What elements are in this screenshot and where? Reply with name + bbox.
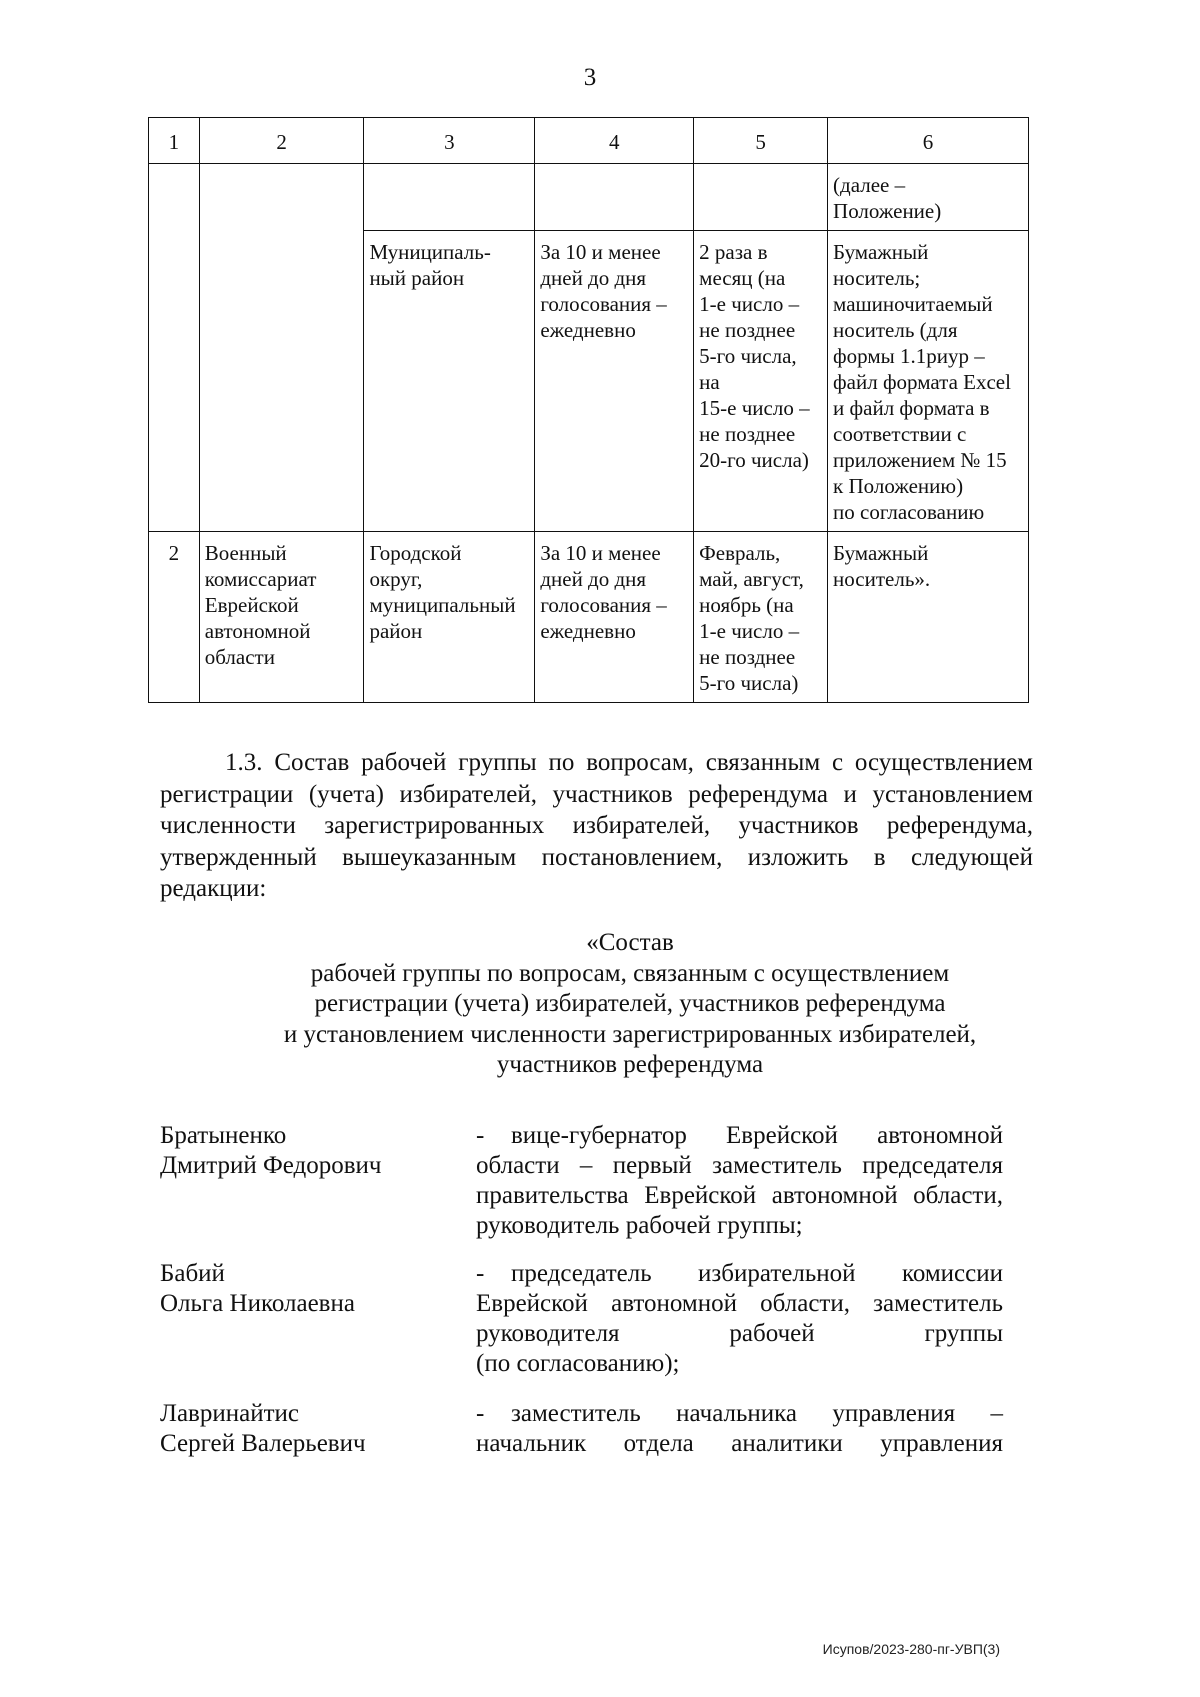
- member-dash: -: [476, 1122, 485, 1149]
- member-name: [160, 1121, 381, 1181]
- paragraph-line: численности зарегистрированных избирателей, участников референдума,: [160, 812, 1033, 839]
- member-given-name: Дмитрий Федорович: [160, 1152, 382, 1179]
- table-cell: [149, 164, 200, 532]
- member-role: [476, 1121, 1003, 1241]
- cell-text: не позднее: [699, 318, 796, 342]
- cell-text: муниципальный: [369, 593, 516, 617]
- table-cell: [694, 231, 828, 532]
- table-cell: [535, 164, 694, 231]
- role-line: руководитель рабочей группы;: [476, 1212, 803, 1239]
- column-header-1: 1: [149, 118, 200, 164]
- role-line: заместитель начальника управления –: [511, 1400, 1003, 1427]
- column-header-3: 3: [364, 118, 535, 164]
- cell-text: май, август,: [699, 567, 804, 591]
- member-surname: Братыненко: [160, 1122, 287, 1149]
- cell-text: ноябрь (на: [699, 593, 794, 617]
- table-cell: [694, 532, 828, 703]
- composition-title-line: рабочей группы по вопросам, связанным с осуществлением: [310, 959, 950, 987]
- reporting-table: [148, 117, 1029, 703]
- table-cell: 2: [149, 532, 200, 703]
- cell-text: ежедневно: [540, 318, 636, 342]
- cell-text: 20-го числа): [699, 448, 809, 472]
- cell-text: Бумажный: [833, 240, 929, 264]
- table-cell: [828, 231, 1029, 532]
- paragraph-line: 1.3. Состав рабочей группы по вопросам, связанным с осуществлением: [225, 749, 1033, 776]
- cell-text: носитель;: [833, 266, 921, 290]
- cell-text: приложением № 15: [833, 448, 1007, 472]
- cell-text: автономной: [204, 619, 311, 643]
- member-given-name: Сергей Валерьевич: [160, 1430, 366, 1457]
- cell-text: 5-го числа,: [699, 344, 797, 368]
- cell-text: ный район: [369, 266, 465, 290]
- page-number: 3: [583, 64, 597, 91]
- role-line: председатель избирательной комиссии: [511, 1260, 1003, 1287]
- paragraph-line: редакции:: [160, 875, 267, 902]
- cell-text: 15-е число –: [699, 396, 810, 420]
- cell-text: комиссариат: [204, 567, 317, 591]
- cell-text: не позднее: [699, 422, 796, 446]
- document-code: Исупов/2023-280-пг-УВП(3): [822, 1641, 1000, 1657]
- composition-title-line: регистрации (учета) избирателей, участников референдума: [314, 990, 946, 1017]
- cell-text: Городской: [369, 541, 462, 565]
- cell-text: дней до дня: [540, 266, 647, 290]
- paragraph-line: утвержденный вышеуказанным постановлением, изложить в следующей: [160, 843, 1033, 871]
- member-name: [160, 1399, 366, 1459]
- table-cell: [364, 164, 535, 231]
- table-cell: [199, 532, 364, 703]
- cell-text: формы 1.1риур –: [833, 344, 985, 368]
- member-role: [476, 1399, 1003, 1459]
- cell-text: 5-го числа): [699, 671, 799, 695]
- composition-title-line: участников референдума: [496, 1051, 764, 1078]
- cell-text: Февраль,: [699, 541, 781, 565]
- cell-text: (далее –: [833, 173, 906, 197]
- table-cell: [694, 164, 828, 231]
- cell-text: к Положению): [833, 474, 964, 498]
- cell-text: дней до дня: [540, 567, 647, 591]
- cell-text: округ,: [369, 567, 423, 591]
- member-dash: -: [476, 1400, 485, 1427]
- cell-text: носитель».: [833, 567, 931, 591]
- table-row: [149, 532, 1029, 703]
- cell-text: За 10 и менее: [540, 240, 661, 264]
- cell-text: район: [369, 619, 423, 643]
- table-cell: [828, 164, 1029, 231]
- cell-text: Муниципаль-: [369, 240, 491, 264]
- cell-text: машиночитаемый: [833, 292, 993, 316]
- table-cell: [364, 532, 535, 703]
- table-cell: [364, 231, 535, 532]
- member-surname: Бабий: [160, 1260, 225, 1287]
- paragraph-1-3: [160, 747, 1033, 905]
- role-line: Еврейской автономной области, заместитель: [476, 1290, 1003, 1317]
- cell-text: 2 раза в: [699, 240, 768, 264]
- cell-text: Еврейской: [204, 593, 299, 617]
- role-line: вице-губернатор Еврейской автономной: [511, 1122, 1003, 1149]
- cell-text: области: [204, 645, 275, 669]
- member-name: [160, 1259, 355, 1319]
- cell-text: Положение): [833, 199, 942, 223]
- cell-text: по согласованию: [833, 500, 985, 524]
- cell-text: Бумажный: [833, 541, 929, 565]
- role-line: руководителя рабочей группы: [476, 1320, 1003, 1347]
- cell-text: голосования –: [540, 593, 667, 617]
- cell-text: ежедневно: [540, 619, 636, 643]
- table-cell: [535, 532, 694, 703]
- cell-text: 1-е число –: [699, 619, 800, 643]
- member-dash: -: [476, 1260, 485, 1287]
- cell-text: месяц (на: [699, 266, 786, 290]
- role-line: (по согласованию);: [476, 1350, 680, 1377]
- table-cell: [199, 164, 364, 532]
- composition-title: [160, 928, 1100, 1081]
- cell-text: на: [699, 370, 720, 394]
- cell-text: и файл формата в: [833, 396, 990, 420]
- member-given-name: Ольга Николаевна: [160, 1290, 355, 1317]
- column-header-4: 4: [535, 118, 694, 164]
- cell-text: соответствии с: [833, 422, 967, 446]
- member-surname: Лавринайтис: [160, 1400, 299, 1427]
- table-cell: [535, 231, 694, 532]
- composition-title-line: и установлением численности зарегистрированных избирателей,: [283, 1020, 977, 1048]
- cell-text: Военный: [204, 541, 287, 565]
- cell-text: файл формата Excel: [833, 370, 1011, 394]
- paragraph-line: регистрации (учета) избирателей, участников референдума и установлением: [160, 780, 1033, 808]
- table-header-row: [149, 118, 1029, 164]
- cell-text: 1-е число –: [699, 292, 800, 316]
- member-role: [476, 1259, 1003, 1379]
- cell-text: не позднее: [699, 645, 796, 669]
- table-row: [149, 164, 1029, 231]
- cell-text: За 10 и менее: [540, 541, 661, 565]
- cell-text: носитель (для: [833, 318, 958, 342]
- table-cell: [828, 532, 1029, 703]
- composition-title-line: «Состав: [586, 929, 674, 956]
- role-line: области – первый заместитель председателя: [476, 1152, 1003, 1179]
- cell-text: голосования –: [540, 292, 667, 316]
- column-header-6: 6: [828, 118, 1029, 164]
- column-header-5: 5: [694, 118, 828, 164]
- role-line: правительства Еврейской автономной области,: [476, 1182, 1003, 1209]
- column-header-2: 2: [199, 118, 364, 164]
- role-line: начальник отдела аналитики управления: [476, 1430, 1003, 1457]
